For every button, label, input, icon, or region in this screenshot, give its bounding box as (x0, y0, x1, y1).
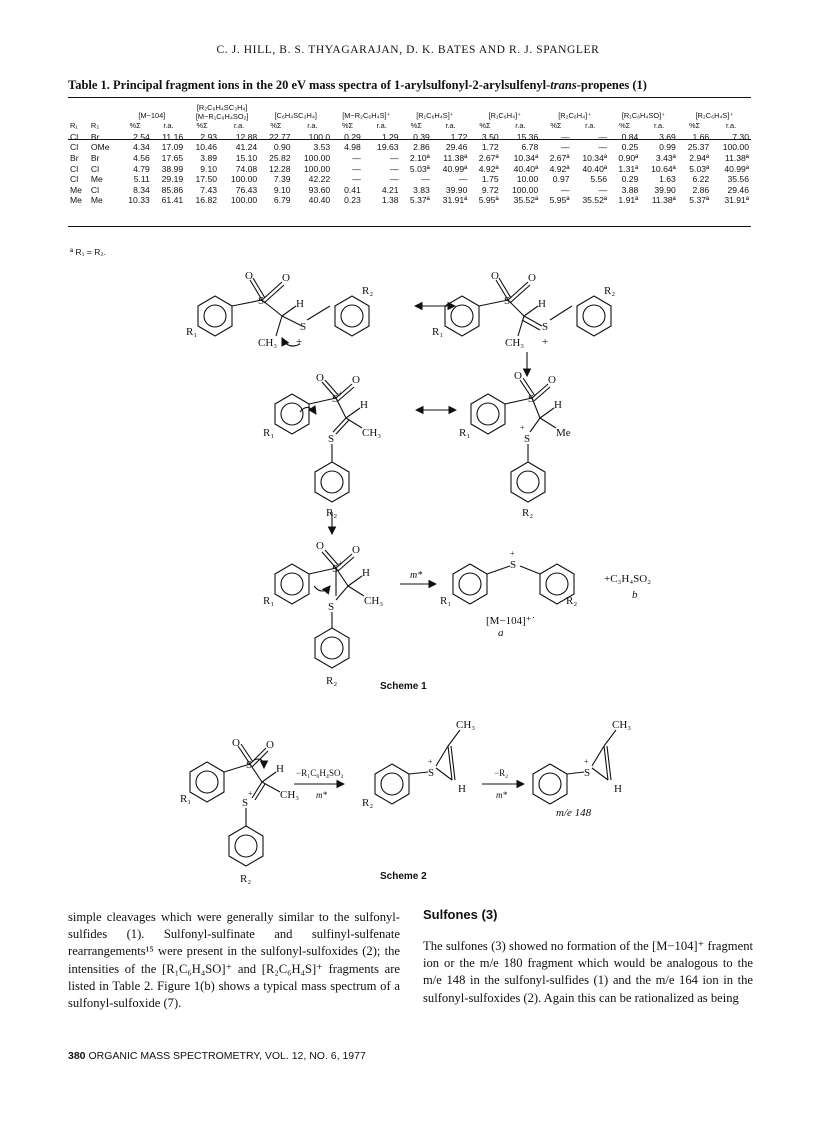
page-number: 380 (68, 1050, 86, 1062)
atom-S: S (332, 393, 339, 405)
table-row (68, 174, 751, 185)
table-cell: 0.39 (413, 131, 430, 142)
atom-S: S (504, 295, 511, 307)
table-cell: 25.82 (269, 152, 291, 163)
atom-CH3: CH₃ (258, 337, 278, 349)
table-cell: 31.91ª (724, 195, 749, 206)
table-cell: 3.53 (313, 142, 331, 153)
atom-plus: + (584, 757, 589, 766)
atom-R2: R₂ (362, 797, 374, 809)
table-cell: 3.69 (659, 131, 676, 142)
atom-R1: R₁ (263, 595, 275, 607)
table-cell: 31.91ª (442, 195, 468, 206)
table-cell: — (389, 174, 399, 185)
atom-O: O (514, 370, 522, 382)
atom-S: S (258, 295, 265, 307)
table-cell: Br (90, 131, 100, 142)
table-cell: 10.33 (128, 195, 150, 206)
atom-R2: R₂ (362, 285, 374, 297)
table-cell: 4.92ª (549, 163, 570, 174)
product-mass-label: m/e 148 (556, 807, 592, 819)
atom-O: O (316, 372, 324, 384)
atom-R2: R₂ (326, 675, 338, 687)
table-cell: — (389, 163, 399, 174)
scheme2-arrow1-top: −R₁C₆H₄SO₂ (296, 768, 344, 778)
table-bottom-rule (68, 226, 751, 227)
table-cell: 0.90 (273, 142, 291, 153)
table-cell: 29.46 (445, 142, 468, 153)
table-cell: 10.00 (516, 174, 539, 185)
table-row (68, 132, 751, 143)
neutral-byproduct: +C₃H₄SO₂ (604, 573, 652, 585)
table-cell: — (352, 152, 361, 163)
atom-R2: R₂ (326, 507, 338, 519)
atom-S: S (542, 321, 549, 333)
table-cell: 9.10 (200, 163, 218, 174)
table-cell: 10.34ª (582, 152, 608, 163)
table-caption (68, 78, 647, 93)
table-cell: 4.79 (133, 163, 150, 174)
group-header: [M−R₂C₆H₄S]⁺ (342, 110, 391, 120)
table-cell: 4.98 (344, 142, 361, 153)
atom-O: O (491, 270, 499, 282)
atom-R1: R₁ (186, 326, 198, 338)
table-footnote: ª R₁ = R₂. (70, 247, 107, 257)
sub-header-cell: %Σ (129, 121, 141, 131)
table-cell: 0.97 (552, 174, 570, 185)
sub-header-cell: r.a. (307, 121, 318, 131)
table-cell: 100.00 (511, 184, 539, 195)
table-cell: 6.22 (692, 174, 710, 185)
table-cell: 35.56 (727, 174, 749, 185)
atom-R2: R₂ (240, 873, 252, 885)
table-cell: 2.10ª (409, 152, 430, 163)
table-body (68, 132, 751, 206)
scheme2-arrow2-top: −R₂ (494, 768, 509, 778)
sub-header-cell: r.a. (233, 121, 245, 131)
product-letter-a: a (498, 627, 504, 639)
atom-CH3: CH₃ (364, 595, 384, 607)
atom-H: H (554, 399, 562, 411)
table-cell: 12.88 (235, 131, 258, 142)
atom-CH3: CH₃ (612, 719, 632, 731)
table-cell: 40.99ª (442, 163, 468, 174)
table-cell: 10.46 (195, 142, 218, 153)
table-row (68, 195, 751, 206)
table-cell: Cl (70, 163, 79, 174)
table-cell: 1.31ª (618, 163, 639, 174)
table-cell: 16.82 (195, 195, 218, 206)
atom-CH3: CH₃ (505, 337, 525, 349)
table-cell: 17.50 (195, 174, 218, 185)
table-cell: Me (90, 195, 103, 206)
atom-O: O (282, 272, 290, 284)
table-row (68, 185, 751, 196)
table-cell: 2.93 (200, 131, 218, 142)
table-cell: 5.03ª (409, 163, 430, 174)
scheme-2-label: Scheme 2 (380, 871, 427, 882)
sub-header-cell: %Σ (688, 121, 701, 131)
table-cell: 38.99 (161, 163, 184, 174)
table-cell: 35.52ª (513, 195, 539, 206)
table-cell: 3.88 (621, 184, 639, 195)
table-cell: 2.54 (133, 131, 150, 142)
table-cell: 100.00 (230, 195, 258, 206)
atom-plus: + (520, 423, 525, 432)
table-cell: — (560, 142, 570, 153)
table-cell: 2.86 (692, 184, 710, 195)
atom-H: H (276, 763, 284, 775)
group-header: [C₆H₄SC₃H₄] (274, 110, 317, 120)
atom-R1: R₁ (432, 326, 444, 338)
table-cell: 0.29 (621, 174, 639, 185)
sub-header-cell: r.a. (515, 121, 526, 131)
sub-header-cell: r.a. (163, 121, 174, 131)
table-cell: Me (90, 174, 103, 185)
atom-H: H (360, 399, 368, 411)
table-cell: 40.40ª (513, 163, 539, 174)
table-cell: — (560, 184, 570, 195)
table-cell: 41.24 (235, 142, 258, 153)
table-cell: 74.08 (235, 163, 258, 174)
atom-S: S (528, 393, 535, 405)
table-cell: 100.00 (303, 152, 331, 163)
atom-H: H (458, 783, 466, 795)
table-cell: Cl (70, 174, 79, 185)
table-cell: — (389, 152, 399, 163)
table-cell: 1.63 (659, 174, 676, 185)
journal-citation: ORGANIC MASS SPECTROMETRY, VOL. 12, NO. 6, 1977 (88, 1050, 366, 1062)
atom-H: H (538, 298, 546, 310)
table-cell: — (352, 163, 361, 174)
scheme2-arrow2-bottom: m* (496, 790, 507, 800)
table-cell: 10.64ª (651, 163, 676, 174)
group-header: [R₁C₆H₄]⁺ (488, 110, 522, 120)
table-cell: 5.56 (590, 174, 608, 185)
atom-R1: R₁ (180, 793, 192, 805)
table-cell: 3.83 (413, 184, 430, 195)
sub-header-cell: %Σ (619, 121, 631, 131)
table-cell: 1.29 (381, 131, 399, 142)
page-footer (68, 1050, 366, 1062)
atom-H: H (362, 567, 370, 579)
table-cell: Me (70, 184, 82, 195)
table-cell: Cl (70, 142, 79, 153)
table-cell: 17.65 (161, 152, 184, 163)
structure-1a (198, 278, 369, 346)
table-cell: 4.21 (381, 184, 399, 195)
table-cell: 4.92ª (478, 163, 499, 174)
atom-S: S (584, 767, 591, 779)
group-header: [M−104] (138, 110, 166, 120)
table-cell: 11.38ª (443, 152, 468, 163)
sub-header-cell: %Σ (550, 121, 562, 131)
atom-S: S (332, 563, 339, 575)
table-cell: 5.37ª (689, 195, 710, 206)
table-cell: 40.99ª (724, 163, 749, 174)
table-sub-header-row (68, 121, 751, 132)
table-cell: — (598, 184, 608, 195)
atom-CH3: CH₃ (456, 719, 476, 731)
atom-CH3: CH₃ (362, 427, 382, 439)
running-head: C. J. HILL, B. S. THYAGARAJAN, D. K. BATES AND R. J. SPANGLER (216, 44, 600, 56)
scheme-1-diagram (0, 262, 816, 702)
table-row (68, 153, 751, 164)
atom-S: S (524, 433, 531, 445)
atom-S: S (428, 767, 435, 779)
table-cell: 3.50 (481, 131, 499, 142)
table-cell: — (458, 174, 468, 185)
atom-R1: R₁ (459, 427, 471, 439)
atom-R1: R₁ (263, 427, 275, 439)
table-cell: 7.39 (273, 174, 291, 185)
sub-header-cell: r.a. (445, 121, 456, 131)
left-column-paragraph: simple cleavages which were generally similar to the sulfonyl-sulfides (1). Sulfonyl-sulfinate and sulfinyl-sulfenate rearrangements¹⁵ were present in the sulfonyl-sulfoxides (2); the intensities of the [R₁C₆H₄SO]⁺ and [R₂C₆H₄S]⁺ fragments are listed in Table 2. Figure 1(b) shows a typical mass spectrum of a sulfonyl-sulfoxide (7). (68, 910, 400, 1011)
atom-O: O (245, 270, 253, 282)
atom-S: S (246, 759, 253, 771)
table-cell: — (560, 131, 570, 142)
table-cell: 2.67ª (478, 152, 499, 163)
table-cell: 9.10 (273, 184, 291, 195)
scheme2-product (533, 730, 616, 804)
table-cell: 5.37ª (409, 195, 430, 206)
table-cell: 61.41 (161, 195, 184, 206)
scheme-1-label: Scheme 1 (380, 681, 427, 692)
table-cell: 29.19 (161, 174, 184, 185)
sub-header-cell: %Σ (341, 121, 354, 131)
table-cell: 9.72 (481, 184, 499, 195)
table-cell: 85.86 (161, 184, 184, 195)
sub-header-cell: R₂ (90, 121, 100, 131)
table-cell: 0.99 (659, 142, 676, 153)
table-cell: Cl (70, 131, 79, 142)
atom-O: O (352, 544, 360, 556)
caption-italic: trans (550, 78, 577, 92)
table-cell: 0.25 (621, 142, 639, 153)
table-cell: 29.46 (727, 184, 749, 195)
table-cell: 4.56 (133, 152, 150, 163)
atom-S: S (242, 797, 249, 809)
sub-header-cell: R₁ (70, 121, 78, 131)
table-cell: 1.91ª (618, 195, 639, 206)
table-row (68, 142, 751, 153)
table-cell: 2.86 (413, 142, 430, 153)
arrow-label-mstar: m* (410, 570, 423, 581)
product-ion-label: [M−104]⁺˙ (486, 615, 536, 627)
table-cell: 5.95ª (549, 195, 570, 206)
atom-Me: Me (556, 427, 571, 439)
table-cell: 39.90 (445, 184, 468, 195)
atom-H: H (296, 298, 304, 310)
atom-O: O (548, 374, 556, 386)
table-row (68, 164, 751, 175)
sub-header-cell: r.a. (725, 121, 737, 131)
atom-S: S (328, 433, 335, 445)
group-header: [R₂C₆H₄S]⁺ (695, 110, 734, 120)
table-cell: 35.52ª (582, 195, 608, 206)
group-header: [R₁C₆H₄S]⁺ (416, 110, 454, 120)
table-cell: 17.09 (161, 142, 184, 153)
atom-S: S (300, 321, 307, 333)
atom-R2: R₂ (604, 285, 616, 297)
table-cell: 1.72 (481, 142, 499, 153)
atom-O: O (316, 540, 324, 552)
structure-2a (275, 380, 362, 502)
table-cell: 6.79 (273, 195, 291, 206)
table-cell: 15.10 (235, 152, 258, 163)
table-cell: 0.23 (344, 195, 361, 206)
atom-O: O (528, 272, 536, 284)
group-header: [R₂C₆H₄SC₃H₄] [M−R₁C₆H₄SO₂] (195, 103, 249, 121)
group-header: [R₂C₆H₄]⁺ (558, 110, 592, 120)
caption-prefix: Table 1. Principal fragment ions in the 20 eV mass spectra of 1-arylsulfonyl-2-arylsulfenyl- (68, 78, 551, 92)
fragment-ion-table (68, 104, 751, 206)
table-cell: Br (70, 152, 79, 163)
table-cell: 2.94ª (689, 152, 710, 163)
sub-header-cell: r.a. (585, 121, 596, 131)
table-cell: 100.0 (308, 131, 331, 142)
product-letter-b: b (632, 589, 638, 601)
sub-header-cell: %Σ (270, 121, 282, 131)
table-cell: 5.03ª (689, 163, 710, 174)
table-cell: — (598, 142, 608, 153)
scheme2-intermediate (375, 730, 460, 804)
right-column-paragraph: The sulfones (3) showed no formation of the [M−104]⁺ fragment ion or the m/e 180 fragment which would be analogous to the m/e 148 in the sulfonyl-sulfides (1) and the m/e 164 ion in the sulfonyl-sulfoxides (2). Again this can be rationalized as being (423, 939, 753, 1005)
sub-header-cell: %Σ (196, 121, 208, 131)
structure-2b (471, 378, 556, 502)
table-cell: 5.11 (133, 174, 150, 185)
table-cell: 0.84 (621, 131, 639, 142)
atom-O: O (266, 739, 274, 751)
table-cell: 40.40 (308, 195, 331, 206)
atom-plus: + (510, 549, 515, 558)
atom-R1: R₁ (440, 595, 452, 607)
sub-header-cell: %Σ (410, 121, 422, 131)
table-cell: 100.00 (303, 163, 331, 174)
atom-plus: + (542, 336, 549, 348)
scheme2-arrow1-bottom: m* (316, 790, 327, 800)
table-cell: 1.72 (450, 131, 468, 142)
table-cell: 76.43 (235, 184, 258, 195)
scheme2-reactant (190, 744, 280, 866)
table-cell: 0.41 (344, 184, 361, 195)
structure-1b (445, 278, 611, 336)
atom-plus: + (428, 757, 433, 766)
table-cell: 12.28 (269, 163, 291, 174)
caption-suffix: -propenes (1) (576, 78, 647, 92)
table-cell: — (598, 131, 608, 142)
atom-R2: R₂ (522, 507, 534, 519)
section-heading: Sulfones (3) (423, 907, 498, 922)
table-cell: 93.60 (308, 184, 331, 195)
table-cell: — (352, 174, 361, 185)
sub-header-cell: r.a. (376, 121, 387, 131)
structure-3 (275, 550, 364, 668)
table-cell: 7.43 (200, 184, 218, 195)
atom-S: S (328, 601, 335, 613)
table-cell: — (421, 174, 430, 185)
atom-H: H (614, 783, 622, 795)
table-cell: 1.66 (692, 131, 710, 142)
table-cell: Me (70, 195, 82, 206)
table-cell: 39.90 (654, 184, 676, 195)
table-cell: 8.34 (133, 184, 150, 195)
table-top-rule (68, 97, 751, 98)
atom-O: O (232, 737, 240, 749)
atom-O: O (352, 374, 360, 386)
sub-header-cell: %Σ (479, 121, 491, 131)
table-cell: 42.22 (308, 174, 331, 185)
table-cell: 19.63 (377, 142, 399, 153)
atom-plus: + (248, 789, 253, 798)
table-cell: 11.38ª (651, 195, 676, 206)
table-cell: 1.38 (381, 195, 399, 206)
table-cell: 40.40ª (582, 163, 608, 174)
table-cell: 15.36 (516, 131, 539, 142)
table-cell: 100.00 (230, 174, 258, 185)
table-cell: 7.30 (732, 131, 749, 142)
atom-R2: R₂ (566, 595, 578, 607)
atom-plus: + (338, 559, 343, 568)
table-cell: 4.34 (133, 142, 150, 153)
table-cell: OMe (90, 142, 110, 153)
group-header: [R₁C₆H₄SO]⁺ (621, 110, 666, 120)
atom-CH3: CH₃ (280, 789, 300, 801)
atom-plus: + (338, 389, 343, 398)
table-cell: Cl (90, 163, 99, 174)
sub-header-cell: r.a. (653, 121, 665, 131)
atom-S: S (510, 559, 517, 571)
table-cell: 10.34ª (513, 152, 539, 163)
table-cell: 6.78 (521, 142, 539, 153)
table-cell: Br (90, 152, 100, 163)
table-cell: Cl (90, 184, 99, 195)
table-cell: 25.37 (687, 142, 710, 153)
atom-plus: + (296, 336, 303, 348)
table-cell: 5.95ª (478, 195, 499, 206)
table-cell: 0.90ª (618, 152, 639, 163)
table-cell: 3.43ª (655, 152, 676, 163)
table-cell: 3.89 (200, 152, 218, 163)
table-cell: 2.67ª (549, 152, 570, 163)
table-cell: 1.75 (481, 174, 499, 185)
table-cell: 0.29 (344, 131, 361, 142)
table-group-header-row (68, 104, 751, 121)
table-cell: 11.38ª (724, 152, 749, 163)
table-cell: 11.16 (162, 131, 184, 142)
table-cell: 22.77 (269, 131, 291, 142)
table-cell: 100.00 (722, 142, 749, 153)
